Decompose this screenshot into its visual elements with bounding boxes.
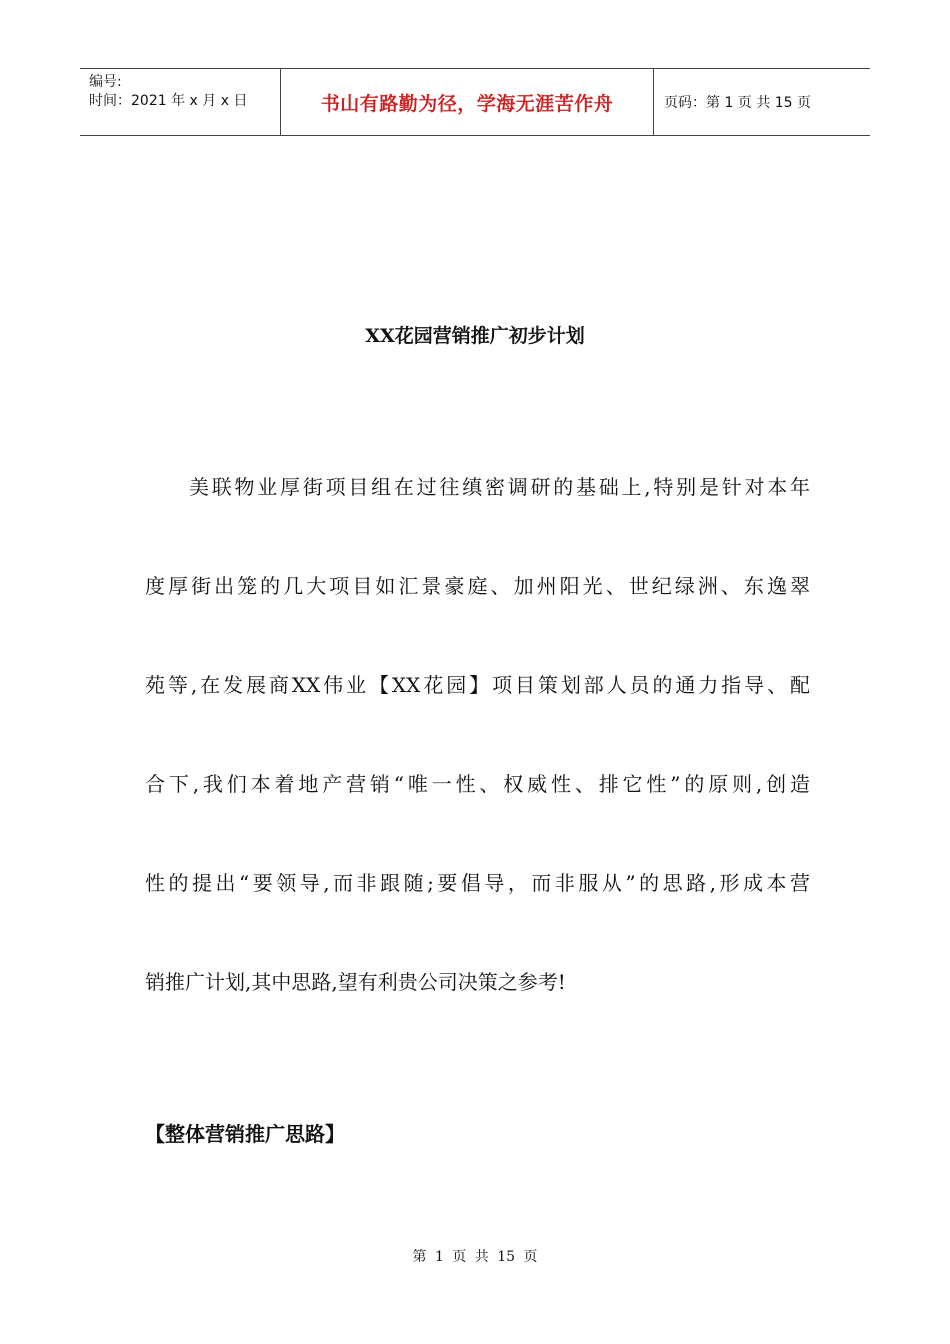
paragraph-line: 合下,我们本着地产营销“唯一性、权威性、排它性”的原则,创造 <box>145 772 810 796</box>
section-heading: 【整体营销推广思路】 <box>145 1122 345 1146</box>
paragraph-line: 美联物业厚街项目组在过往缜密调研的基础上,特别是针对本年 <box>189 475 810 499</box>
header-motto-cell <box>281 69 654 135</box>
header-meta-cell <box>80 69 281 135</box>
intro-paragraph <box>145 470 810 1064</box>
paragraph-line: 性的提出“要领导,而非跟随;要倡导，而非服从”的思路,形成本营 <box>145 871 810 895</box>
header-motto: 书山有路勤为径，学海无涯苦作舟 <box>320 92 614 115</box>
paragraph-line: 苑等,在发展商XX伟业【XX花园】项目策划部人员的通力指导、配 <box>145 673 810 697</box>
header-page-info: 页码：第 1 页 共 15 页 <box>664 95 811 111</box>
document-date-label: 时间：2021 年 x 月 x 日 <box>89 93 248 109</box>
page-footer: 第 1 页 共 15 页 <box>412 1249 538 1265</box>
page-header <box>80 68 870 136</box>
document-title: XX花园营销推广初步计划 <box>365 325 585 347</box>
paragraph-line: 销推广计划,其中思路,望有利贵公司决策之参考! <box>145 970 566 994</box>
header-page-cell <box>654 69 870 135</box>
paragraph-line: 度厚街出笼的几大项目如汇景豪庭、加州阳光、世纪绿洲、东逸翠 <box>145 574 810 598</box>
document-number-label: 编号: <box>89 74 122 90</box>
